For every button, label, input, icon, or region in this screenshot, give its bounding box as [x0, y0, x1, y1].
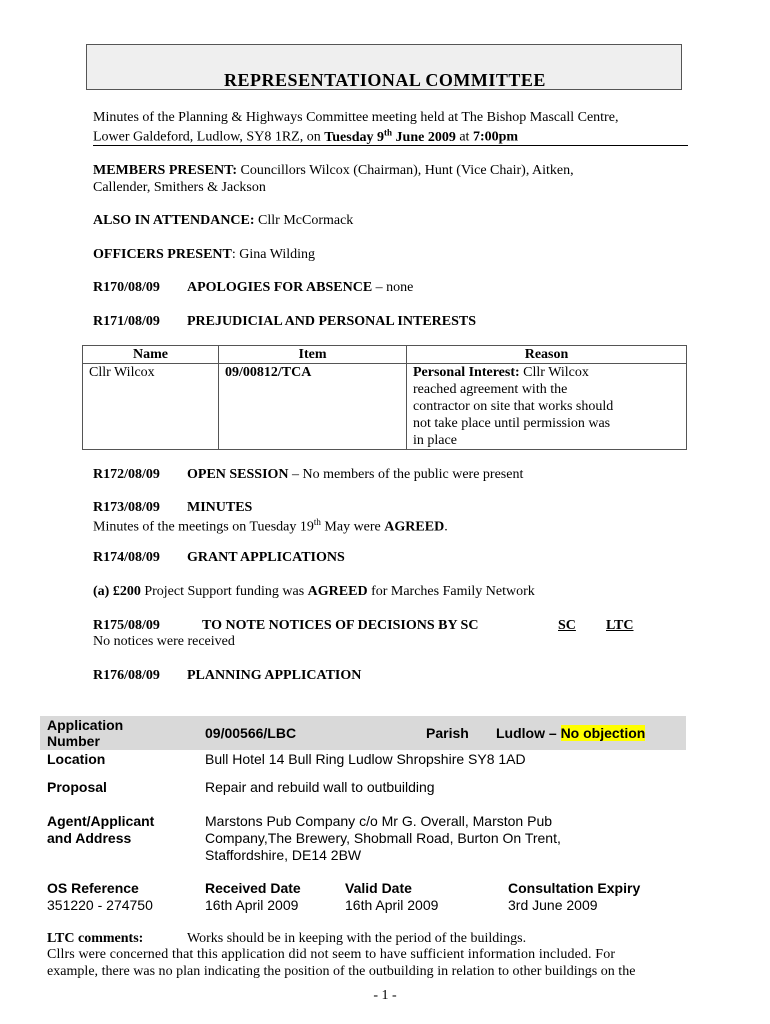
- r172-ref: R172/08/09: [93, 467, 160, 482]
- r175-heading: TO NOTE NOTICES OF DECISIONS BY SC: [202, 618, 479, 633]
- os-reference-label: OS Reference: [47, 880, 139, 896]
- document-title: REPRESENTATIONAL COMMITTEE: [224, 70, 546, 90]
- agent-label: Agent/Applicant and Address: [47, 813, 155, 846]
- r174-ref: R174/08/09: [93, 550, 160, 565]
- members-present-cont: Callender, Smithers & Jackson: [93, 180, 266, 195]
- r175-ref: R175/08/09: [93, 618, 160, 633]
- r172-heading: OPEN SESSION – No members of the public were present: [187, 467, 524, 482]
- intro-line-1: Minutes of the Planning & Highways Committee meeting held at The Bishop Mascall Centre,: [93, 110, 619, 125]
- interests-table-header: [83, 346, 687, 364]
- r176-ref: R176/08/09: [93, 668, 160, 683]
- intro-divider: [93, 145, 688, 146]
- ltc-comments-text: Works should be in keeping with the period of the buildings.: [187, 931, 527, 946]
- intro-line-2: Lower Galdeford, Ludlow, SY8 1RZ, on Tuesday 9th June 2009 at 7:00pm: [93, 127, 519, 145]
- r173-heading: MINUTES: [187, 500, 253, 515]
- col-name-header: Name: [83, 346, 219, 364]
- received-date-label: Received Date: [205, 880, 301, 896]
- parish-value: Ludlow – No objection: [496, 725, 646, 741]
- r170-heading: APOLOGIES FOR ABSENCE – none: [187, 280, 414, 295]
- application-number-label: Application Number: [47, 717, 124, 749]
- parish-label: Parish: [426, 725, 469, 741]
- consultation-expiry-value: 3rd June 2009: [508, 897, 598, 913]
- interest-name: Cllr Wilcox: [83, 364, 219, 450]
- r174-item: (a) £200 Project Support funding was AGREED for Marches Family Network: [93, 584, 535, 599]
- application-number: 09/00566/LBC: [205, 725, 297, 741]
- interests-table: [82, 345, 687, 450]
- r171-ref: R171/08/09: [93, 314, 160, 329]
- col-reason-header: Reason: [407, 346, 687, 364]
- ltc-comments-para-2: example, there was no plan indicating the position of the outbuilding in relation to other buildings on the: [47, 964, 636, 979]
- ltc-comments-para-1: Cllrs were concerned that this application did not seem to have sufficient information included. For: [47, 947, 616, 962]
- interest-reason: Personal Interest: Cllr Wilcox reached agreement with the contractor on site that works should not take place until permission was in place: [407, 364, 687, 450]
- meeting-time: 7:00pm: [472, 129, 519, 145]
- interest-item: 09/00812/TCA: [219, 364, 407, 450]
- officers-present: OFFICERS PRESENT: Gina Wilding: [93, 247, 316, 262]
- r176-heading: PLANNING APPLICATION: [187, 668, 362, 683]
- members-present: MEMBERS PRESENT: Councillors Wilcox (Chairman), Hunt (Vice Chair), Aitken,: [93, 163, 574, 178]
- ltc-comments-label: LTC comments:: [47, 931, 144, 946]
- proposal-value: Repair and rebuild wall to outbuilding: [205, 779, 435, 795]
- col-item-header: Item: [219, 346, 407, 364]
- table-row: [83, 364, 687, 450]
- proposal-label: Proposal: [47, 779, 107, 795]
- decision-highlight: No objection: [560, 725, 646, 741]
- r170-ref: R170/08/09: [93, 280, 160, 295]
- ltc-column-label: LTC: [606, 618, 634, 633]
- r171-heading: PREJUDICIAL AND PERSONAL INTERESTS: [187, 314, 477, 329]
- also-in-attendance: ALSO IN ATTENDANCE: Cllr McCormack: [93, 213, 354, 228]
- r175-text: No notices were received: [93, 634, 235, 649]
- valid-date-value: 16th April 2009: [345, 897, 439, 913]
- r174-heading: GRANT APPLICATIONS: [187, 550, 345, 565]
- r173-ref: R173/08/09: [93, 500, 160, 515]
- consultation-expiry-label: Consultation Expiry: [508, 880, 641, 896]
- page-number: - 1 -: [373, 988, 397, 1003]
- location-label: Location: [47, 751, 106, 767]
- meeting-date: Tuesday 9th June 2009: [324, 127, 456, 145]
- location-value: Bull Hotel 14 Bull Ring Ludlow Shropshire SY8 1AD: [205, 751, 526, 767]
- agent-address: Marstons Pub Company c/o Mr G. Overall, Marston Pub Company,The Brewery, Shobmall Road, Burton On Trent, Staffordshire, DE14 2BW: [205, 813, 561, 863]
- os-reference-value: 351220 - 274750: [47, 897, 153, 913]
- valid-date-label: Valid Date: [345, 880, 412, 896]
- received-date-value: 16th April 2009: [205, 897, 299, 913]
- sc-column-label: SC: [558, 618, 576, 633]
- r173-text: Minutes of the meetings on Tuesday 19th May were AGREED.: [93, 517, 448, 535]
